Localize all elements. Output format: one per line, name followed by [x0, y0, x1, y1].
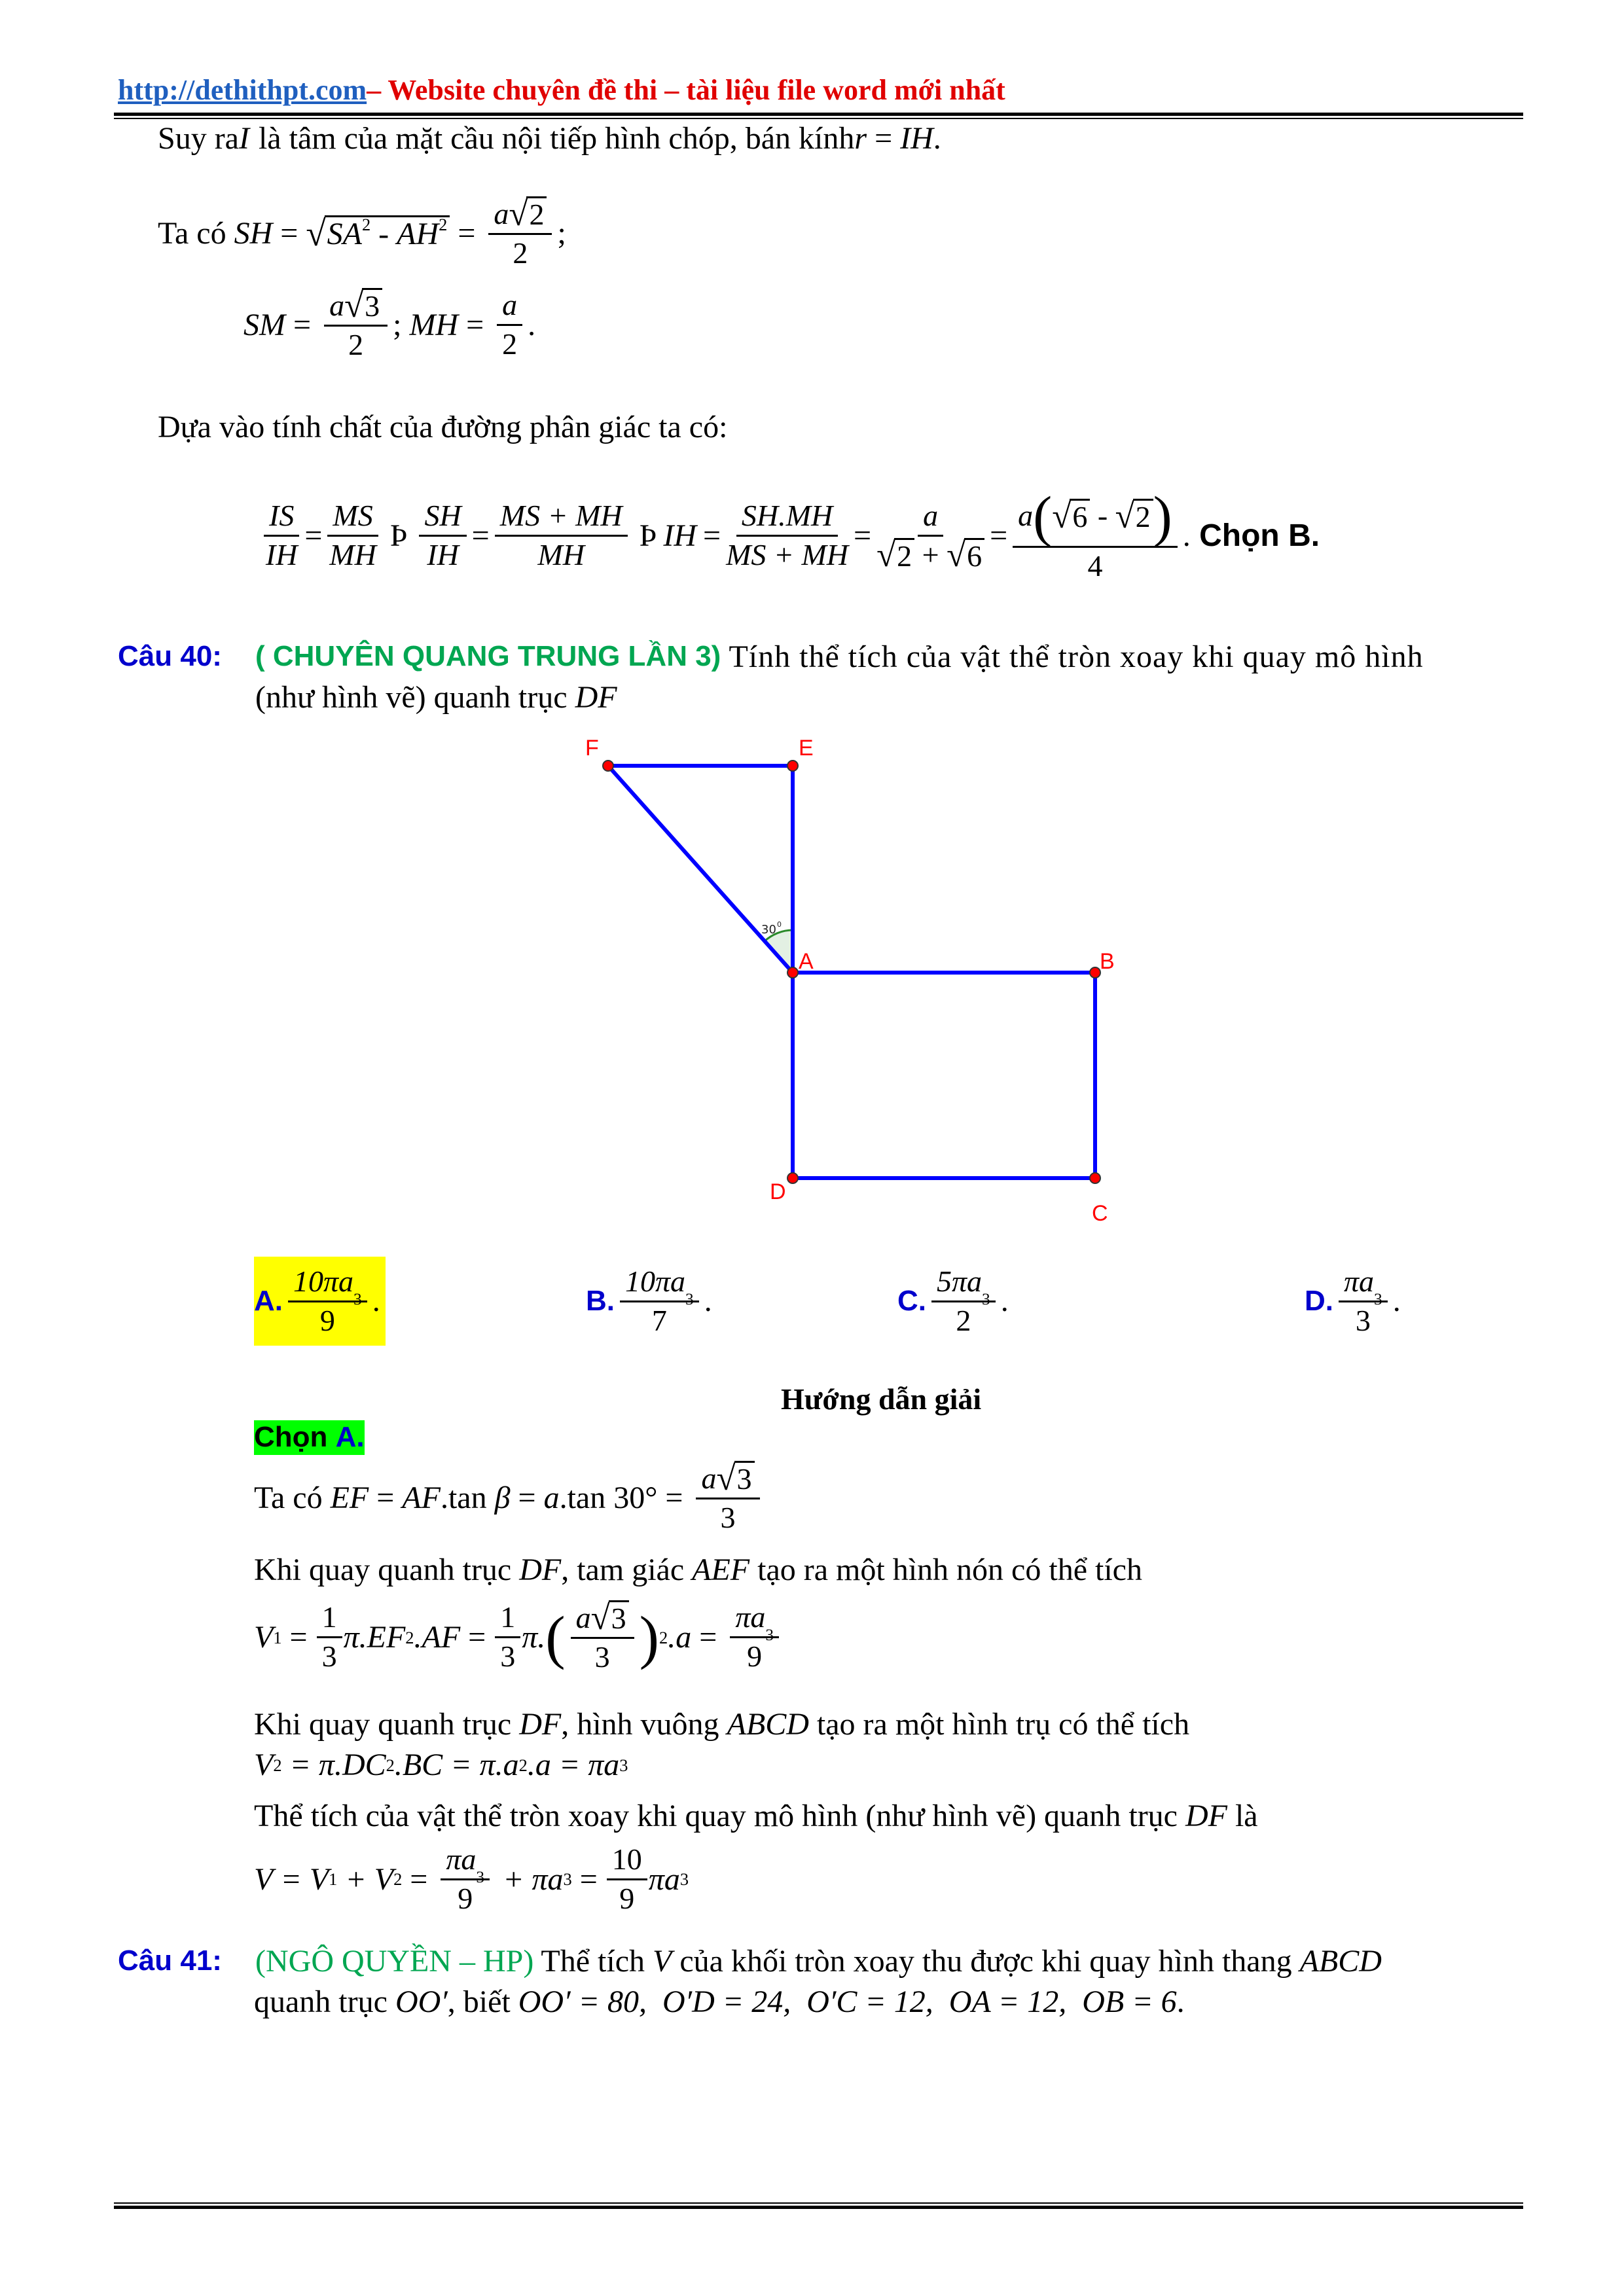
- math-var: a: [701, 1461, 717, 1495]
- angle-label: 30: [761, 923, 776, 937]
- fraction: [607, 1842, 647, 1916]
- fraction: 5πa 3 2: [931, 1265, 996, 1338]
- denominator: IH: [427, 538, 459, 572]
- denominator: MH: [537, 538, 585, 572]
- math-var: a: [494, 196, 509, 230]
- math-op: =: [990, 518, 1008, 553]
- math-var: .a: [668, 1619, 692, 1655]
- numerator: 5πa: [937, 1264, 983, 1298]
- solution-line-7: V = V 1 + V 2 = πa 3 9 + πa 3 = $\frac{10}{9}$ πa 3: [254, 1842, 689, 1915]
- radicand: 2: [1133, 499, 1153, 534]
- fraction: [317, 1600, 342, 1674]
- math-var: a: [329, 288, 345, 322]
- fraction: [419, 499, 466, 573]
- math-op: =: [460, 1619, 494, 1655]
- numerator: 1: [317, 1600, 342, 1638]
- prev-line-3: [244, 288, 535, 362]
- math-var: EF: [367, 1619, 406, 1655]
- question-text: , biết: [447, 1984, 518, 2019]
- denominator: 9: [619, 1881, 635, 1915]
- math-var: MH: [409, 307, 459, 342]
- math-expr: + πa: [495, 1861, 564, 1897]
- implies-symbol: Þ: [639, 518, 657, 553]
- denominator: 9: [458, 1881, 473, 1915]
- math-var: .AF: [414, 1619, 461, 1655]
- denominator: 2: [513, 236, 528, 270]
- header-rule-thick: [114, 113, 1523, 116]
- math-op: =: [304, 518, 323, 553]
- math-var: AH: [397, 216, 439, 251]
- radicand: 3: [734, 1461, 755, 1496]
- text: .: [933, 121, 941, 156]
- math-op: .tan 30° =: [559, 1480, 691, 1515]
- fraction: πa 3 9: [730, 1600, 779, 1674]
- math-var: SA: [327, 216, 362, 251]
- chosen-answer: Chọn B.: [1190, 518, 1320, 553]
- chosen-letter: A.: [335, 1421, 365, 1453]
- question-text: Tính thể tích của vật thể tròn xoay khi quay mô hình: [721, 639, 1424, 674]
- radicand: 2: [894, 538, 914, 573]
- math-var: OO′: [395, 1984, 448, 2019]
- point-E: [787, 761, 798, 771]
- fraction: 10πa 3 7: [620, 1265, 699, 1338]
- math-expr: .BC = π.a: [394, 1748, 519, 1782]
- numerator: πa: [735, 1600, 766, 1634]
- math-expr: V = V: [254, 1861, 329, 1897]
- math-var: π.: [343, 1619, 367, 1655]
- math-op: .tan: [440, 1480, 495, 1515]
- prev-line-2: [158, 196, 566, 270]
- exponent: 2: [439, 214, 448, 234]
- solution-line-3: V 1 = $\frac{1}{3}$ π. EF 2 .AF = $\frac{1}{3}$ π. ( a √ 3 3 ) 2 .a = πa 3 9: [254, 1600, 784, 1674]
- numerator: IS: [264, 499, 299, 537]
- radicand: 2: [526, 196, 547, 232]
- footer-rule-thick: [114, 2206, 1523, 2209]
- question-label: Câu 41:: [118, 1945, 222, 1977]
- text: Thể tích của vật thể tròn xoay khi quay mô hình (như hình vẽ) quanh trục: [254, 1799, 1185, 1833]
- chosen-answer: [254, 1420, 365, 1455]
- text: ;: [557, 215, 566, 251]
- math-op: =: [854, 518, 872, 553]
- text: .: [528, 307, 536, 342]
- label-F: F: [585, 736, 599, 761]
- text: , hình vuông: [561, 1707, 727, 1742]
- text: là: [1227, 1799, 1258, 1833]
- math-op: =: [471, 518, 490, 553]
- math-expr: πa: [648, 1861, 680, 1897]
- math-expr: .a = πa: [527, 1748, 620, 1782]
- math-var: IH: [663, 518, 697, 553]
- math-op: =: [369, 1480, 403, 1515]
- math-op: =: [703, 518, 721, 553]
- fraction: [495, 1600, 520, 1674]
- math-var: a: [575, 1600, 591, 1634]
- math-var: I: [238, 121, 249, 156]
- q41-line-2: [254, 1983, 1185, 2021]
- sqrt-expression: √ $SA^2 - AH^2$: [306, 215, 450, 252]
- solution-line-1: [254, 1461, 765, 1535]
- chosen-label: Chọn: [254, 1421, 336, 1453]
- option-c[interactable]: C. 5πa 3 2 .: [897, 1264, 1009, 1337]
- fraction: [495, 499, 628, 573]
- heading: Hướng dẫn giải: [781, 1382, 982, 1416]
- numerator: a: [918, 499, 943, 537]
- math-var: SM: [244, 307, 285, 342]
- math-op: =: [402, 1861, 436, 1897]
- math-expr: OO′ = 80, O′D = 24, O′C = 12, OA = 12, OB = 6: [518, 1984, 1177, 2019]
- numerator: SH.MH: [736, 499, 838, 537]
- prev-line-1: [158, 120, 941, 158]
- question-text: của khối tròn xoay thu được khi quay hình thang: [672, 1944, 1300, 1979]
- fraction: a √ 2 + √ 6: [876, 499, 984, 573]
- fraction: πa 3 3: [1339, 1265, 1388, 1338]
- page-header: [118, 73, 1005, 108]
- math-var: EF: [330, 1480, 369, 1515]
- label-A: A: [799, 949, 814, 974]
- label-B: B: [1100, 949, 1115, 974]
- numerator: MS + MH: [495, 499, 628, 537]
- fraction: a ( √ 6 - √ 2 ) 4: [1013, 488, 1178, 584]
- site-link[interactable]: http://dethithpt.com: [118, 74, 367, 106]
- text: tạo ra một hình trụ có thể tích: [808, 1707, 1190, 1742]
- math-expr: = π.DC: [281, 1748, 386, 1782]
- math-var: IH: [900, 121, 933, 156]
- question-text: (như hình vẽ) quanh trục: [255, 680, 575, 715]
- numerator: 1: [495, 1600, 520, 1638]
- radicand: 3: [362, 288, 382, 323]
- segment-FA: [608, 766, 793, 973]
- math-op: =: [450, 215, 484, 251]
- numerator: 10πa: [293, 1264, 354, 1298]
- fraction: πa 3 9: [441, 1842, 490, 1916]
- math-op: =: [510, 1480, 544, 1515]
- point-B: [1090, 967, 1100, 978]
- angle-degree: 0: [777, 920, 782, 929]
- text: Ta có: [158, 215, 234, 251]
- radicand: 6: [1070, 499, 1090, 534]
- math-var: a: [543, 1480, 560, 1515]
- fraction: [726, 499, 848, 573]
- math-op: =: [285, 307, 319, 342]
- math-op: =: [272, 215, 306, 251]
- denominator: 4: [1087, 549, 1103, 583]
- text: , tam giác: [561, 1552, 693, 1587]
- geometry-figure: [576, 733, 1139, 1230]
- math-var: V: [653, 1944, 672, 1979]
- fraction: a √ 3 2: [324, 288, 388, 362]
- point-F: [603, 761, 613, 771]
- q40-line-1: [118, 638, 1424, 676]
- point-D: [787, 1173, 798, 1183]
- math-var: SH: [234, 215, 273, 251]
- radicand: 6: [964, 538, 984, 573]
- math-expr: + V: [337, 1861, 394, 1897]
- math-var: π.: [522, 1619, 546, 1655]
- option-label: A.: [254, 1284, 283, 1317]
- label-C: C: [1092, 1201, 1108, 1226]
- exponent: 2: [361, 214, 371, 234]
- text: tạo ra một hình nón có thể tích: [749, 1552, 1142, 1587]
- prev-line-5: [259, 484, 1320, 584]
- math-op: +: [914, 537, 947, 571]
- math-var: ABCD: [1299, 1944, 1382, 1979]
- numerator: 10πa: [625, 1264, 686, 1298]
- text: .: [1182, 518, 1191, 553]
- fraction: a √ 3 3: [571, 1600, 634, 1674]
- fraction: a √ 2 2: [488, 196, 552, 270]
- implies-symbol: Þ: [389, 518, 408, 553]
- text: Ta có: [254, 1480, 331, 1515]
- question-text: Thể tích: [533, 1944, 653, 1979]
- question-text: quanh trục: [254, 1984, 395, 2019]
- label-E: E: [799, 736, 814, 761]
- denominator: MH: [329, 538, 376, 572]
- denominator: 3: [720, 1500, 736, 1534]
- fraction: a √ 3 3: [696, 1461, 759, 1535]
- text: ;: [393, 307, 410, 342]
- math-op: =: [691, 1619, 725, 1655]
- denominator: 7: [651, 1303, 667, 1337]
- math-op: =: [571, 1861, 605, 1897]
- text: Khi quay quanh trục: [254, 1707, 520, 1742]
- point-A: [787, 967, 798, 978]
- numerator: πa: [1344, 1264, 1375, 1298]
- math-op: =: [281, 1619, 316, 1655]
- math-var: a: [1018, 499, 1034, 533]
- fraction: [264, 499, 299, 573]
- denominator: 2: [502, 327, 518, 361]
- site-tagline: – Website chuyên đề thi – tài liệu file word mới nhất: [367, 74, 1005, 106]
- math-var: ABCD: [727, 1707, 809, 1742]
- math-var: β: [494, 1480, 511, 1515]
- text: Suy ra: [158, 121, 239, 156]
- solution-line-2: [254, 1551, 1142, 1589]
- numerator: πa: [446, 1842, 477, 1876]
- math-var: AEF: [692, 1552, 750, 1587]
- denominator: 2: [956, 1303, 971, 1337]
- denominator: 3: [321, 1640, 337, 1674]
- math-var: DF: [1185, 1799, 1227, 1833]
- solution-line-6: [254, 1797, 1258, 1835]
- radicand: 3: [609, 1600, 629, 1636]
- math-op: -: [370, 216, 397, 251]
- denominator: 3: [594, 1640, 610, 1674]
- denominator: IH: [265, 538, 298, 572]
- denominator: MS + MH: [726, 538, 848, 572]
- question-source: ( CHUYÊN QUANG TRUNG LẦN 3): [255, 640, 721, 673]
- math-var: V: [254, 1748, 274, 1782]
- denominator: 3: [500, 1640, 516, 1674]
- math-op: =: [458, 307, 492, 342]
- denominator: 3: [1355, 1303, 1371, 1337]
- q41-line-1: [118, 1943, 1382, 1981]
- solution-line-4: [254, 1706, 1189, 1744]
- option-label: C.: [897, 1284, 926, 1317]
- math-op: -: [1090, 499, 1115, 533]
- math-var: DF: [519, 1552, 562, 1587]
- math-var: r: [854, 121, 867, 156]
- text: .: [1176, 1984, 1185, 2019]
- solution-line-5: V 2 = π.DC 2 .BC = π.a 2 .a = πa 3: [254, 1746, 628, 1784]
- numerator: a: [497, 288, 522, 326]
- denominator: 9: [319, 1303, 335, 1337]
- prev-line-4: [158, 408, 727, 446]
- math-var: V: [254, 1619, 274, 1655]
- header-rule-thin: [114, 118, 1523, 119]
- math-var: AF: [402, 1480, 441, 1515]
- numerator: SH: [419, 499, 466, 537]
- denominator: 2: [348, 327, 364, 361]
- question-source: (NGÔ QUYỀN – HP): [255, 1944, 534, 1979]
- option-label: B.: [586, 1284, 615, 1317]
- numerator: 10: [607, 1842, 647, 1880]
- question-label: Câu 40:: [118, 640, 222, 673]
- option-a[interactable]: A. 10πa 3 9 .: [254, 1257, 386, 1346]
- math-var: DF: [519, 1707, 562, 1742]
- fraction: 10πa 3 9: [288, 1265, 367, 1338]
- solution-title: [781, 1381, 981, 1417]
- q40-line-2: [255, 679, 617, 717]
- math-var: DF: [575, 680, 617, 715]
- fraction: [497, 288, 522, 362]
- option-d[interactable]: D. πa 3 3 .: [1305, 1264, 1401, 1337]
- text: Khi quay quanh trục: [254, 1552, 520, 1587]
- text: Dựa vào tính chất của đường phân giác ta có:: [158, 410, 728, 444]
- point-C: [1090, 1173, 1100, 1183]
- label-D: D: [770, 1179, 786, 1204]
- option-label: D.: [1305, 1284, 1333, 1317]
- fraction: [327, 499, 378, 573]
- text: là tâm của mặt cầu nội tiếp hình chóp, bán kính: [258, 121, 855, 156]
- math-op: =: [867, 121, 901, 156]
- footer-rule-thin: [114, 2202, 1523, 2204]
- denominator: 9: [747, 1640, 763, 1674]
- numerator: MS: [327, 499, 378, 537]
- option-b[interactable]: B. 10πa 3 7 .: [586, 1264, 712, 1337]
